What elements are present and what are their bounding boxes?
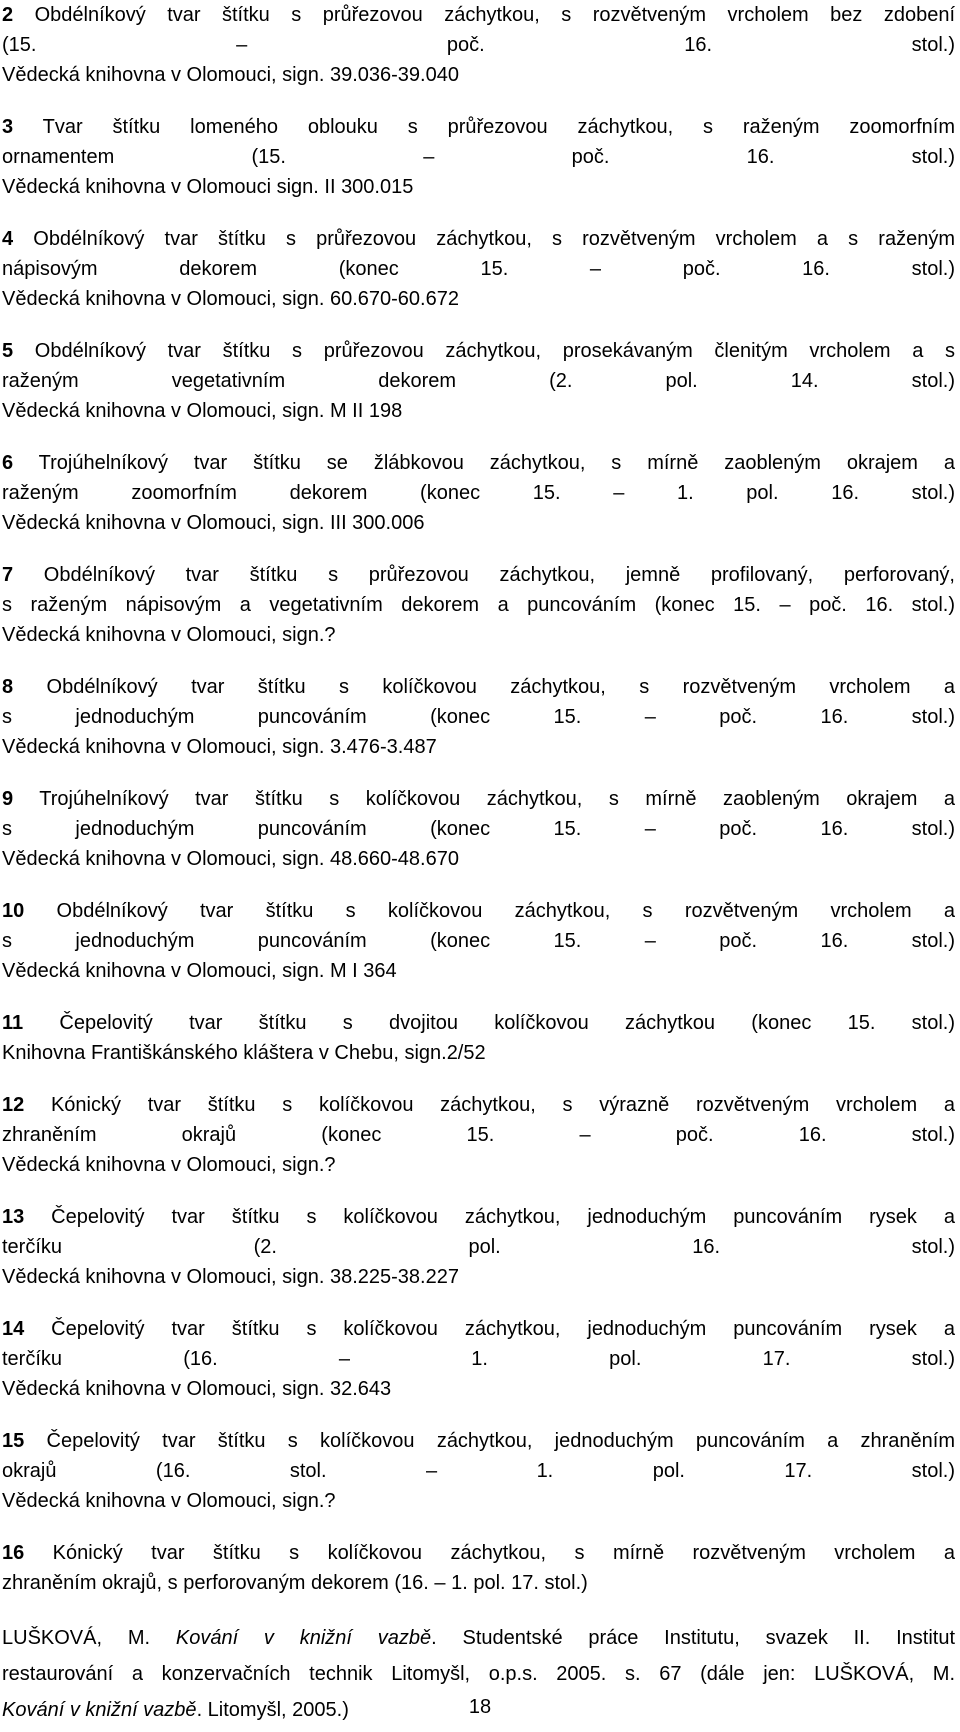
entry-text: Vědecká knihovna v Olomouci, sign. 48.660-48.670 [2,848,459,870]
entry-text: Trojúhelníkový tvar štítku s kolíčkovou záchytkou, s mírně zaobleným okrajem a [13,788,955,810]
entry-text: Vědecká knihovna v Olomouci, sign. 32.643 [2,1378,392,1400]
entry-signature-line [2,1486,955,1516]
catalog-entry [2,224,955,314]
entry-title-line [2,336,955,366]
entry-text-line [2,1456,955,1486]
catalog-entry [2,1426,955,1516]
catalog-entry [2,784,955,874]
entry-title-line [2,1008,955,1038]
entry-text: okrajů (16. stol. – 1. pol. 17. stol.) [2,1460,955,1482]
entry-text-line [2,142,955,172]
entry-text: Vědecká knihovna v Olomouci, sign. 39.036-39.040 [2,64,459,86]
entry-text: Obdélníkový tvar štítku s průřezovou záchytkou, s rozvětveným vrcholem bez zdobení [13,4,955,26]
entry-signature-line [2,396,955,426]
catalog-entry [2,1202,955,1292]
entry-text: Čepelovitý tvar štítku s kolíčkovou záchytkou, jednoduchým puncováním a zhraněním [24,1430,955,1452]
entry-text-line [2,1120,955,1150]
entry-title-line [2,1090,955,1120]
entry-title-line [2,112,955,142]
entry-text: s jednoduchým puncováním (konec 15. – poč. 16. stol.) [2,818,955,840]
entry-text: Vědecká knihovna v Olomouci, sign. 60.670-60.672 [2,288,459,310]
entry-number: 6 [2,452,14,474]
catalog-entry [2,896,955,986]
entry-signature-line [2,1374,955,1404]
entry-text: Trojúhelníkový tvar štítku se žlábkovou záchytkou, s mírně zaobleným okrajem a [13,452,955,474]
entry-number: 3 [2,116,14,138]
entry-text-line [2,814,955,844]
entry-number: 7 [2,564,14,586]
entry-text: Kónický tvar štítku s kolíčkovou záchytkou, s výrazně rozvětveným vrcholem a [24,1094,955,1116]
entry-title-line [2,1314,955,1344]
bibliography-line [2,1656,955,1692]
entry-text: Čepelovitý tvar štítku s dvojitou kolíčkovou záchytkou (konec 15. stol.) [23,1012,955,1034]
entry-text: ornamentem (15. – poč. 16. stol.) [2,146,955,168]
catalog-entry [2,0,955,90]
entry-number: 8 [2,676,14,698]
entry-signature-line [2,1150,955,1180]
entry-number: 10 [2,900,25,922]
entry-text: Knihovna Františkánského kláštera v Chebu, sign.2/52 [2,1042,486,1064]
entry-text-line [2,1232,955,1262]
entry-text-line [2,1344,955,1374]
entry-text-line [2,590,955,620]
entry-text: (15. – poč. 16. stol.) [2,34,955,56]
entry-text-line [2,478,955,508]
entry-signature-line [2,956,955,986]
entry-number: 15 [2,1430,25,1452]
entry-title-line [2,560,955,590]
page-number: 18 [468,1696,492,1718]
catalog-list [2,0,955,1728]
entry-signature-line [2,284,955,314]
entry-title-line [2,0,955,30]
entry-text: Vědecká knihovna v Olomouci, sign. M I 364 [2,960,397,982]
entry-text-line [2,254,955,284]
entry-text-line [2,30,955,60]
bibliography-text: Kování v knižní vazbě [2,1699,197,1721]
entry-signature-line [2,60,955,90]
catalog-entry [2,1314,955,1404]
entry-text: raženým zoomorfním dekorem (konec 15. – 1. pol. 16. stol.) [2,482,955,504]
entry-number: 2 [2,4,14,26]
entry-signature-line [2,508,955,538]
entry-number: 9 [2,788,14,810]
catalog-entry [2,1090,955,1180]
catalog-entry [2,448,955,538]
catalog-entry [2,560,955,650]
entry-text: Vědecká knihovna v Olomouci, sign. III 300.006 [2,512,425,534]
entry-signature-line [2,1038,955,1068]
entry-text: Vědecká knihovna v Olomouci, sign. 3.476-3.487 [2,736,437,758]
bibliography-text: . Litomyšl, 2005.) [196,1699,349,1721]
entry-text: s raženým nápisovým a vegetativním dekorem a puncováním (konec 15. – poč. 16. stol.) [2,594,955,616]
entry-title-line [2,784,955,814]
bibliography-line [2,1620,955,1656]
entry-number: 11 [2,1012,24,1034]
bibliography-text: restaurování a konzervačních technik Litomyšl, o.p.s. 2005. s. 67 (dále jen: LUŠKOVÁ, M. [2,1663,955,1685]
entry-text-line [2,926,955,956]
entry-text: Vědecká knihovna v Olomouci, sign. M II 198 [2,400,403,422]
entry-title-line [2,672,955,702]
entry-text: s jednoduchým puncováním (konec 15. – poč. 16. stol.) [2,706,955,728]
entry-text: Vědecká knihovna v Olomouci, sign. 38.225-38.227 [2,1266,459,1288]
entry-text: Obdélníkový tvar štítku s kolíčkovou záchytkou, s rozvětveným vrcholem a [24,900,955,922]
entry-text: Obdélníkový tvar štítku s průřezovou záchytkou, s rozvětveným vrcholem a s raženým [13,228,955,250]
bibliography-text: Kování v knižní vazbě [175,1627,432,1649]
entry-signature-line [2,844,955,874]
entry-text: Vědecká knihovna v Olomouci, sign.? [2,1490,336,1512]
catalog-entry [2,336,955,426]
entry-number: 16 [2,1542,25,1564]
entry-text: Čepelovitý tvar štítku s kolíčkovou záchytkou, jednoduchým puncováním rysek a [24,1318,955,1340]
entry-text-line [2,1568,955,1598]
entry-title-line [2,1202,955,1232]
entry-signature-line [2,172,955,202]
entry-text: Vědecká knihovna v Olomouci, sign.? [2,624,336,646]
entry-title-line [2,448,955,478]
entry-text: Čepelovitý tvar štítku s kolíčkovou záchytkou, jednoduchým puncováním rysek a [24,1206,955,1228]
entry-text: terčíku (2. pol. 16. stol.) [2,1236,955,1258]
entry-signature-line [2,732,955,762]
entry-title-line [2,224,955,254]
entry-text: Obdélníkový tvar štítku s průřezovou záchytkou, jemně profilovaný, perforovaný, [13,564,955,586]
entry-text: s jednoduchým puncováním (konec 15. – poč. 16. stol.) [2,930,955,952]
entry-text: Kónický tvar štítku s kolíčkovou záchytkou, s mírně rozvětveným vrcholem a [24,1542,955,1564]
catalog-entry [2,672,955,762]
entry-signature-line [2,620,955,650]
entry-text: terčíku (16. – 1. pol. 17. stol.) [2,1348,955,1370]
entry-number: 5 [2,340,14,362]
entry-text: Obdélníkový tvar štítku s kolíčkovou záchytkou, s rozvětveným vrcholem a [13,676,955,698]
entry-text: Obdélníkový tvar štítku s průřezovou záchytkou, prosekávaným členitým vrcholem a s [13,340,955,362]
entry-text-line [2,366,955,396]
entry-number: 4 [2,228,14,250]
entry-text: Vědecká knihovna v Olomouci sign. II 300.015 [2,176,414,198]
catalog-entry [2,112,955,202]
entry-number: 14 [2,1318,25,1340]
entry-number: 12 [2,1094,25,1116]
entry-signature-line [2,1262,955,1292]
bibliography-text: LUŠKOVÁ, M. [2,1627,176,1649]
entry-title-line [2,896,955,926]
catalog-entry [2,1538,955,1598]
entry-title-line [2,1538,955,1568]
entry-text: Vědecká knihovna v Olomouci, sign.? [2,1154,336,1176]
entry-title-line [2,1426,955,1456]
entry-text-line [2,702,955,732]
entry-text: zhraněním okrajů, s perforovaným dekorem (16. – 1. pol. 17. stol.) [2,1572,588,1594]
bibliography-text: . Studentské práce Institutu, svazek II. Institut [431,1627,955,1649]
entry-text: nápisovým dekorem (konec 15. – poč. 16. stol.) [2,258,955,280]
entry-text: zhraněním okrajů (konec 15. – poč. 16. stol.) [2,1124,955,1146]
entry-number: 13 [2,1206,25,1228]
catalog-entry [2,1008,955,1068]
entry-text: Tvar štítku lomeného oblouku s průřezovou záchytkou, s raženým zoomorfním [13,116,955,138]
entry-text: raženým vegetativním dekorem (2. pol. 14. stol.) [2,370,955,392]
